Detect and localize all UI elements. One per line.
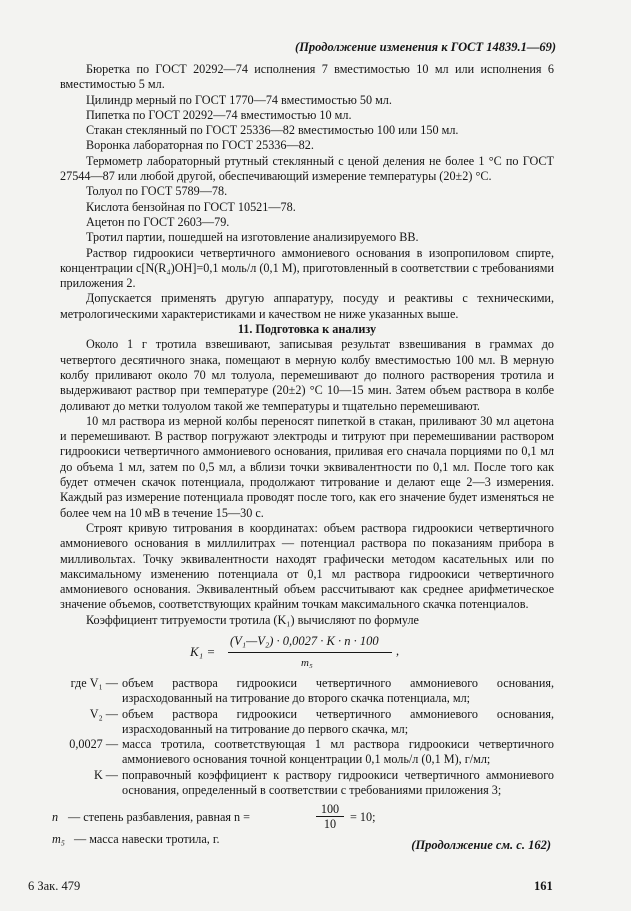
footer-order-number: 6 Зак. 479 bbox=[28, 879, 81, 893]
definition-item bbox=[60, 707, 554, 738]
dilution-denominator: 10 bbox=[323, 817, 337, 832]
definition-text: объем раствора гидроокиси четвертичного аммониевого основания, израсходованный на титрование до первого скачка, мл; bbox=[122, 706, 554, 736]
equipment-line: Ацетон по ГОСТ 2603—79. bbox=[86, 214, 230, 229]
dilution-definition bbox=[52, 802, 554, 832]
dilution-symbol: n bbox=[52, 810, 59, 825]
equipment-note: Допускается применять другую аппаратуру, посуду и реактивы с техническими, метрологическими характеристиками и качеством не ниже указанных выше. bbox=[60, 291, 554, 321]
equipment-line: Раствор гидроокиси четвертичного аммониевого основания в изопропиловом спирте, концентрации c[N(R₄)OH]=0,1 моль/л (0,1 М), приготовленный в соответствии с требованиями приложения 2. bbox=[60, 245, 554, 291]
definition-text: масса тротила, соответствующая 1 мл раствора гидроокиси четвертичного аммониевого основания точной концентрации 0,1 моль/л (0,1 М), г/мл; bbox=[122, 737, 554, 767]
paragraph: 10 мл раствора из мерной колбы переносят пипеткой в стакан, приливают 30 мл ацетона и перемешивают. В раствор погружают электроды и титруют при перемешивании раствором гидроокиси четвертичного аммониевого основания, приливая его сначала порциями по 0,1 мл до объема 1 мл, затем по 0,5 мл, а вблизи точки эквивалентности по 0,1 мл. После того как будет отмечен скачок потенциала, продолжают титрование и делают еще 2—3 измерения. Каждый раз измерение потенциала проводят после того, как его значение будет изменяться не более чем на 10 мВ в течение 15—30 с. bbox=[60, 413, 554, 520]
dilution-result: = 10; bbox=[350, 810, 376, 825]
paragraph: Около 1 г тротила взвешивают, записывая результат взвешивания в граммах до четвертого десятичного знака, помещают в мерную колбу вместимостью 100 мл. В мерную колбу приливают около 70 мл толуола, перемешивают до полного растворения тротила и выдерживают раствор при температуре (20±2) °С 10—15 мин. Затем объем раствора в колбе доливают до метки толуолом такой же температуры и тщательно перемешивают. bbox=[60, 337, 554, 413]
dilution-numerator: 100 bbox=[316, 802, 344, 817]
definition-item bbox=[60, 737, 554, 768]
equipment-line: Термометр лабораторный ртутный стеклянный с ценой деления не более 1 °С по ГОСТ 27544—87 или любой другой, обеспечивающий измерение температуры (20±2) °С. bbox=[60, 153, 554, 184]
formula-denominator: m₅ bbox=[301, 656, 313, 669]
equipment-line: Стакан стеклянный по ГОСТ 25336—82 вместимостью 100 или 150 мл. bbox=[86, 123, 459, 138]
formula bbox=[60, 630, 554, 674]
equipment-line: Тротил партии, пошедшей на изготовление анализируемого ВВ. bbox=[86, 230, 419, 245]
equipment-line: Кислота бензойная по ГОСТ 10521—78. bbox=[86, 199, 296, 214]
equipment-line: Воронка лабораторная по ГОСТ 25336—82. bbox=[86, 138, 314, 153]
formula-trail: , bbox=[396, 643, 400, 658]
formula-fraction-bar bbox=[228, 652, 392, 653]
document-body bbox=[52, 62, 554, 850]
section-title: 11. Подготовка к анализу bbox=[237, 322, 377, 337]
formula-numerator: (V₁—V₂) · 0,0027 · K · n · 100 bbox=[230, 633, 379, 648]
dilution-fraction bbox=[316, 802, 344, 831]
mass-text: — масса навески тротила, г. bbox=[74, 832, 220, 847]
definition-item bbox=[60, 768, 554, 799]
continuation-note: (Продолжение см. с. 162) bbox=[411, 838, 551, 852]
definition-item bbox=[60, 676, 554, 707]
definition-symbol: K — bbox=[93, 767, 118, 782]
definition-symbol: где V₁ — bbox=[70, 675, 118, 690]
page-header: (Продолжение изменения к ГОСТ 14839.1—69) bbox=[295, 40, 556, 54]
equipment-line: Пипетка по ГОСТ 20292—74 вместимостью 10 мл. bbox=[86, 107, 352, 122]
dilution-text: — степень разбавления, равная n = bbox=[68, 810, 251, 825]
definition-symbol: 0,0027 — bbox=[69, 737, 118, 752]
mass-symbol: m₅ bbox=[52, 832, 66, 847]
paragraph: Коэффициент титруемости тротила (K₁) вычисляют по формуле bbox=[86, 612, 419, 627]
equipment-line: Бюретка по ГОСТ 20292—74 исполнения 7 вместимостью 10 мл или исполнения 6 вместимостью 5 мл. bbox=[60, 62, 554, 92]
page-number: 161 bbox=[534, 879, 553, 893]
definition-symbol: V₂ — bbox=[89, 706, 118, 721]
formula-lhs: K₁ = bbox=[190, 643, 216, 659]
definitions bbox=[52, 675, 554, 850]
paragraph: Строят кривую титрования в координатах: объем раствора гидроокиси четвертичного аммониевого основания в миллилитрах — потенциал раствора по показаниям прибора в милливольтах. Точку эквивалентности находят графически методом касательных или по максимальному изменению потенциала от 0,1 мл раствора гидроокиси четвертичного аммониевого основания. Эквивалентный объем рассчитывают как среднее арифметическое значение объемов, соответствующих крайним точкам максимального скачка потенциалов. bbox=[60, 520, 554, 612]
equipment-line: Толуол по ГОСТ 5789—78. bbox=[86, 184, 228, 199]
equipment-line: Цилиндр мерный по ГОСТ 1770—74 вместимостью 50 мл. bbox=[86, 92, 392, 107]
definition-text: поправочный коэффициент к раствору гидроокиси четвертичного аммониевого основания, определенный в соответствии с требованиями приложения 3; bbox=[122, 767, 554, 798]
definition-text: объем раствора гидроокиси четвертичного аммониевого основания, израсходованный на титрование до второго скачка потенциала, мл; bbox=[122, 675, 554, 706]
